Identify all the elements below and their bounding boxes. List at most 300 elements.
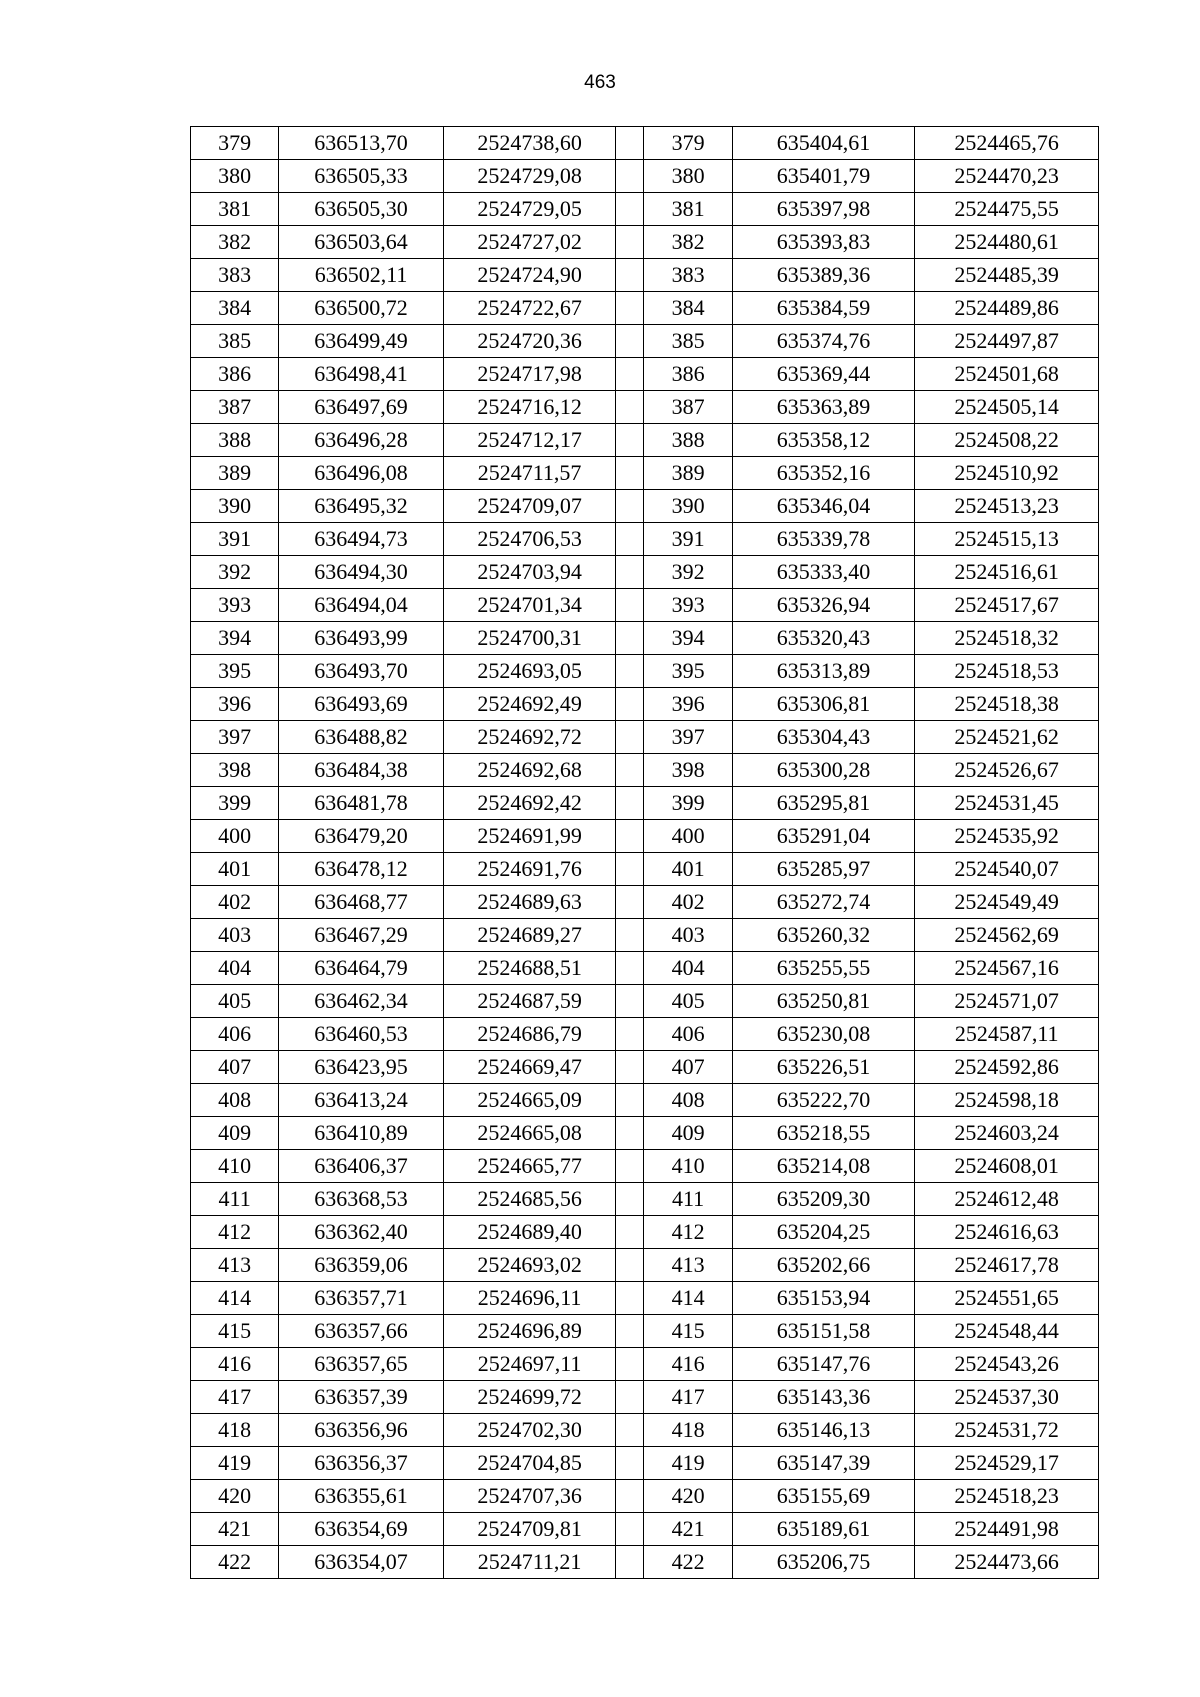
left-y-coordinate-cell: 2524704,85 bbox=[443, 1447, 616, 1480]
left-x-coordinate-cell: 636513,70 bbox=[279, 127, 444, 160]
right-x-coordinate-cell: 635333,40 bbox=[732, 556, 915, 589]
separator-cell bbox=[616, 490, 644, 523]
table-row bbox=[191, 1546, 1099, 1579]
right-x-coordinate-cell: 635320,43 bbox=[732, 622, 915, 655]
left-x-coordinate-cell: 636462,34 bbox=[279, 985, 444, 1018]
separator-cell bbox=[616, 457, 644, 490]
right-point-number-cell: 409 bbox=[644, 1117, 732, 1150]
right-y-coordinate-cell: 2524526,67 bbox=[915, 754, 1099, 787]
left-point-number-cell: 392 bbox=[191, 556, 279, 589]
left-y-coordinate-cell: 2524711,57 bbox=[443, 457, 616, 490]
left-y-coordinate-cell: 2524665,08 bbox=[443, 1117, 616, 1150]
left-x-coordinate-cell: 636505,33 bbox=[279, 160, 444, 193]
left-point-number-cell: 396 bbox=[191, 688, 279, 721]
right-y-coordinate-cell: 2524617,78 bbox=[915, 1249, 1099, 1282]
left-x-coordinate-cell: 636357,65 bbox=[279, 1348, 444, 1381]
left-x-coordinate-cell: 636368,53 bbox=[279, 1183, 444, 1216]
right-point-number-cell: 382 bbox=[644, 226, 732, 259]
left-point-number-cell: 402 bbox=[191, 886, 279, 919]
table-row bbox=[191, 1084, 1099, 1117]
right-point-number-cell: 380 bbox=[644, 160, 732, 193]
table-row bbox=[191, 1216, 1099, 1249]
left-x-coordinate-cell: 636356,37 bbox=[279, 1447, 444, 1480]
left-x-coordinate-cell: 636354,07 bbox=[279, 1546, 444, 1579]
left-x-coordinate-cell: 636467,29 bbox=[279, 919, 444, 952]
right-y-coordinate-cell: 2524598,18 bbox=[915, 1084, 1099, 1117]
left-x-coordinate-cell: 636362,40 bbox=[279, 1216, 444, 1249]
coordinates-table bbox=[190, 126, 1099, 1579]
right-x-coordinate-cell: 635369,44 bbox=[732, 358, 915, 391]
right-y-coordinate-cell: 2524616,63 bbox=[915, 1216, 1099, 1249]
separator-cell bbox=[616, 952, 644, 985]
left-y-coordinate-cell: 2524696,89 bbox=[443, 1315, 616, 1348]
right-y-coordinate-cell: 2524516,61 bbox=[915, 556, 1099, 589]
left-y-coordinate-cell: 2524711,21 bbox=[443, 1546, 616, 1579]
left-y-coordinate-cell: 2524692,72 bbox=[443, 721, 616, 754]
right-x-coordinate-cell: 635339,78 bbox=[732, 523, 915, 556]
right-point-number-cell: 396 bbox=[644, 688, 732, 721]
left-y-coordinate-cell: 2524689,40 bbox=[443, 1216, 616, 1249]
right-point-number-cell: 388 bbox=[644, 424, 732, 457]
separator-cell bbox=[616, 589, 644, 622]
left-y-coordinate-cell: 2524687,59 bbox=[443, 985, 616, 1018]
right-y-coordinate-cell: 2524518,38 bbox=[915, 688, 1099, 721]
right-x-coordinate-cell: 635272,74 bbox=[732, 886, 915, 919]
table-row bbox=[191, 259, 1099, 292]
left-y-coordinate-cell: 2524722,67 bbox=[443, 292, 616, 325]
right-y-coordinate-cell: 2524529,17 bbox=[915, 1447, 1099, 1480]
left-y-coordinate-cell: 2524720,36 bbox=[443, 325, 616, 358]
left-x-coordinate-cell: 636478,12 bbox=[279, 853, 444, 886]
left-point-number-cell: 397 bbox=[191, 721, 279, 754]
right-point-number-cell: 406 bbox=[644, 1018, 732, 1051]
table-row bbox=[191, 1348, 1099, 1381]
left-y-coordinate-cell: 2524688,51 bbox=[443, 952, 616, 985]
right-x-coordinate-cell: 635374,76 bbox=[732, 325, 915, 358]
left-point-number-cell: 418 bbox=[191, 1414, 279, 1447]
left-x-coordinate-cell: 636479,20 bbox=[279, 820, 444, 853]
separator-cell bbox=[616, 1183, 644, 1216]
left-x-coordinate-cell: 636355,61 bbox=[279, 1480, 444, 1513]
right-y-coordinate-cell: 2524549,49 bbox=[915, 886, 1099, 919]
left-y-coordinate-cell: 2524665,09 bbox=[443, 1084, 616, 1117]
separator-cell bbox=[616, 1447, 644, 1480]
right-x-coordinate-cell: 635189,61 bbox=[732, 1513, 915, 1546]
right-x-coordinate-cell: 635260,32 bbox=[732, 919, 915, 952]
table-row bbox=[191, 325, 1099, 358]
table-row bbox=[191, 1018, 1099, 1051]
left-point-number-cell: 387 bbox=[191, 391, 279, 424]
separator-cell bbox=[616, 1381, 644, 1414]
right-y-coordinate-cell: 2524508,22 bbox=[915, 424, 1099, 457]
table-row bbox=[191, 556, 1099, 589]
left-y-coordinate-cell: 2524691,76 bbox=[443, 853, 616, 886]
right-point-number-cell: 391 bbox=[644, 523, 732, 556]
left-point-number-cell: 390 bbox=[191, 490, 279, 523]
table-row bbox=[191, 589, 1099, 622]
right-x-coordinate-cell: 635384,59 bbox=[732, 292, 915, 325]
page-number: 463 bbox=[584, 72, 616, 93]
left-x-coordinate-cell: 636359,06 bbox=[279, 1249, 444, 1282]
right-x-coordinate-cell: 635202,66 bbox=[732, 1249, 915, 1282]
table-row bbox=[191, 688, 1099, 721]
left-y-coordinate-cell: 2524724,90 bbox=[443, 259, 616, 292]
left-point-number-cell: 422 bbox=[191, 1546, 279, 1579]
left-x-coordinate-cell: 636496,28 bbox=[279, 424, 444, 457]
left-x-coordinate-cell: 636356,96 bbox=[279, 1414, 444, 1447]
table-row bbox=[191, 1150, 1099, 1183]
left-y-coordinate-cell: 2524703,94 bbox=[443, 556, 616, 589]
left-y-coordinate-cell: 2524702,30 bbox=[443, 1414, 616, 1447]
right-x-coordinate-cell: 635358,12 bbox=[732, 424, 915, 457]
right-point-number-cell: 401 bbox=[644, 853, 732, 886]
right-x-coordinate-cell: 635218,55 bbox=[732, 1117, 915, 1150]
left-point-number-cell: 401 bbox=[191, 853, 279, 886]
left-x-coordinate-cell: 636481,78 bbox=[279, 787, 444, 820]
table-row bbox=[191, 1249, 1099, 1282]
right-x-coordinate-cell: 635393,83 bbox=[732, 226, 915, 259]
separator-cell bbox=[616, 193, 644, 226]
separator-cell bbox=[616, 1414, 644, 1447]
right-x-coordinate-cell: 635153,94 bbox=[732, 1282, 915, 1315]
right-y-coordinate-cell: 2524587,11 bbox=[915, 1018, 1099, 1051]
left-y-coordinate-cell: 2524716,12 bbox=[443, 391, 616, 424]
right-y-coordinate-cell: 2524551,65 bbox=[915, 1282, 1099, 1315]
left-x-coordinate-cell: 636493,99 bbox=[279, 622, 444, 655]
left-point-number-cell: 414 bbox=[191, 1282, 279, 1315]
right-y-coordinate-cell: 2524497,87 bbox=[915, 325, 1099, 358]
left-point-number-cell: 415 bbox=[191, 1315, 279, 1348]
left-point-number-cell: 398 bbox=[191, 754, 279, 787]
left-y-coordinate-cell: 2524729,05 bbox=[443, 193, 616, 226]
separator-cell bbox=[616, 523, 644, 556]
left-y-coordinate-cell: 2524689,63 bbox=[443, 886, 616, 919]
right-point-number-cell: 405 bbox=[644, 985, 732, 1018]
left-x-coordinate-cell: 636484,38 bbox=[279, 754, 444, 787]
left-x-coordinate-cell: 636494,30 bbox=[279, 556, 444, 589]
left-x-coordinate-cell: 636464,79 bbox=[279, 952, 444, 985]
left-point-number-cell: 399 bbox=[191, 787, 279, 820]
table-row bbox=[191, 721, 1099, 754]
left-point-number-cell: 416 bbox=[191, 1348, 279, 1381]
table-row bbox=[191, 754, 1099, 787]
right-x-coordinate-cell: 635291,04 bbox=[732, 820, 915, 853]
left-y-coordinate-cell: 2524685,56 bbox=[443, 1183, 616, 1216]
right-y-coordinate-cell: 2524513,23 bbox=[915, 490, 1099, 523]
left-y-coordinate-cell: 2524727,02 bbox=[443, 226, 616, 259]
right-y-coordinate-cell: 2524592,86 bbox=[915, 1051, 1099, 1084]
left-point-number-cell: 381 bbox=[191, 193, 279, 226]
right-y-coordinate-cell: 2524521,62 bbox=[915, 721, 1099, 754]
table-row bbox=[191, 787, 1099, 820]
right-y-coordinate-cell: 2524537,30 bbox=[915, 1381, 1099, 1414]
right-point-number-cell: 416 bbox=[644, 1348, 732, 1381]
separator-cell bbox=[616, 160, 644, 193]
table-row bbox=[191, 1447, 1099, 1480]
separator-cell bbox=[616, 1513, 644, 1546]
left-x-coordinate-cell: 636406,37 bbox=[279, 1150, 444, 1183]
left-x-coordinate-cell: 636357,66 bbox=[279, 1315, 444, 1348]
left-point-number-cell: 404 bbox=[191, 952, 279, 985]
right-y-coordinate-cell: 2524491,98 bbox=[915, 1513, 1099, 1546]
left-y-coordinate-cell: 2524707,36 bbox=[443, 1480, 616, 1513]
right-point-number-cell: 387 bbox=[644, 391, 732, 424]
separator-cell bbox=[616, 853, 644, 886]
left-point-number-cell: 388 bbox=[191, 424, 279, 457]
left-y-coordinate-cell: 2524691,99 bbox=[443, 820, 616, 853]
left-point-number-cell: 389 bbox=[191, 457, 279, 490]
right-point-number-cell: 415 bbox=[644, 1315, 732, 1348]
left-point-number-cell: 400 bbox=[191, 820, 279, 853]
left-point-number-cell: 412 bbox=[191, 1216, 279, 1249]
right-y-coordinate-cell: 2524518,53 bbox=[915, 655, 1099, 688]
left-point-number-cell: 384 bbox=[191, 292, 279, 325]
right-x-coordinate-cell: 635206,75 bbox=[732, 1546, 915, 1579]
right-x-coordinate-cell: 635313,89 bbox=[732, 655, 915, 688]
right-point-number-cell: 420 bbox=[644, 1480, 732, 1513]
separator-cell bbox=[616, 259, 644, 292]
left-point-number-cell: 385 bbox=[191, 325, 279, 358]
left-y-coordinate-cell: 2524697,11 bbox=[443, 1348, 616, 1381]
right-y-coordinate-cell: 2524505,14 bbox=[915, 391, 1099, 424]
right-point-number-cell: 394 bbox=[644, 622, 732, 655]
table-row bbox=[191, 952, 1099, 985]
table-row bbox=[191, 1315, 1099, 1348]
left-y-coordinate-cell: 2524699,72 bbox=[443, 1381, 616, 1414]
right-point-number-cell: 417 bbox=[644, 1381, 732, 1414]
right-point-number-cell: 397 bbox=[644, 721, 732, 754]
right-point-number-cell: 413 bbox=[644, 1249, 732, 1282]
left-x-coordinate-cell: 636493,70 bbox=[279, 655, 444, 688]
right-point-number-cell: 407 bbox=[644, 1051, 732, 1084]
right-x-coordinate-cell: 635222,70 bbox=[732, 1084, 915, 1117]
separator-cell bbox=[616, 556, 644, 589]
right-y-coordinate-cell: 2524531,72 bbox=[915, 1414, 1099, 1447]
right-x-coordinate-cell: 635255,55 bbox=[732, 952, 915, 985]
left-point-number-cell: 421 bbox=[191, 1513, 279, 1546]
left-x-coordinate-cell: 636423,95 bbox=[279, 1051, 444, 1084]
right-y-coordinate-cell: 2524470,23 bbox=[915, 160, 1099, 193]
right-y-coordinate-cell: 2524612,48 bbox=[915, 1183, 1099, 1216]
right-point-number-cell: 381 bbox=[644, 193, 732, 226]
left-y-coordinate-cell: 2524717,98 bbox=[443, 358, 616, 391]
left-x-coordinate-cell: 636460,53 bbox=[279, 1018, 444, 1051]
right-point-number-cell: 383 bbox=[644, 259, 732, 292]
left-point-number-cell: 394 bbox=[191, 622, 279, 655]
table-row bbox=[191, 127, 1099, 160]
right-y-coordinate-cell: 2524510,92 bbox=[915, 457, 1099, 490]
separator-cell bbox=[616, 886, 644, 919]
separator-cell bbox=[616, 622, 644, 655]
right-y-coordinate-cell: 2524515,13 bbox=[915, 523, 1099, 556]
right-x-coordinate-cell: 635230,08 bbox=[732, 1018, 915, 1051]
left-point-number-cell: 407 bbox=[191, 1051, 279, 1084]
left-point-number-cell: 417 bbox=[191, 1381, 279, 1414]
separator-cell bbox=[616, 1018, 644, 1051]
left-x-coordinate-cell: 636499,49 bbox=[279, 325, 444, 358]
table-row bbox=[191, 985, 1099, 1018]
table-row bbox=[191, 1282, 1099, 1315]
separator-cell bbox=[616, 1084, 644, 1117]
separator-cell bbox=[616, 1150, 644, 1183]
right-point-number-cell: 419 bbox=[644, 1447, 732, 1480]
table-row bbox=[191, 1513, 1099, 1546]
left-y-coordinate-cell: 2524706,53 bbox=[443, 523, 616, 556]
left-x-coordinate-cell: 636357,39 bbox=[279, 1381, 444, 1414]
left-point-number-cell: 411 bbox=[191, 1183, 279, 1216]
right-point-number-cell: 392 bbox=[644, 556, 732, 589]
left-point-number-cell: 409 bbox=[191, 1117, 279, 1150]
left-x-coordinate-cell: 636494,73 bbox=[279, 523, 444, 556]
left-y-coordinate-cell: 2524700,31 bbox=[443, 622, 616, 655]
separator-cell bbox=[616, 325, 644, 358]
left-x-coordinate-cell: 636502,11 bbox=[279, 259, 444, 292]
left-point-number-cell: 380 bbox=[191, 160, 279, 193]
left-point-number-cell: 408 bbox=[191, 1084, 279, 1117]
right-y-coordinate-cell: 2524531,45 bbox=[915, 787, 1099, 820]
table-row bbox=[191, 1480, 1099, 1513]
left-x-coordinate-cell: 636357,71 bbox=[279, 1282, 444, 1315]
right-point-number-cell: 404 bbox=[644, 952, 732, 985]
separator-cell bbox=[616, 688, 644, 721]
right-point-number-cell: 418 bbox=[644, 1414, 732, 1447]
right-y-coordinate-cell: 2524518,23 bbox=[915, 1480, 1099, 1513]
right-point-number-cell: 402 bbox=[644, 886, 732, 919]
right-y-coordinate-cell: 2524480,61 bbox=[915, 226, 1099, 259]
right-y-coordinate-cell: 2524518,32 bbox=[915, 622, 1099, 655]
table-row bbox=[191, 1117, 1099, 1150]
separator-cell bbox=[616, 1216, 644, 1249]
left-point-number-cell: 420 bbox=[191, 1480, 279, 1513]
separator-cell bbox=[616, 358, 644, 391]
separator-cell bbox=[616, 919, 644, 952]
table-row bbox=[191, 1051, 1099, 1084]
right-x-coordinate-cell: 635151,58 bbox=[732, 1315, 915, 1348]
right-y-coordinate-cell: 2524475,55 bbox=[915, 193, 1099, 226]
right-point-number-cell: 410 bbox=[644, 1150, 732, 1183]
separator-cell bbox=[616, 1117, 644, 1150]
right-point-number-cell: 379 bbox=[644, 127, 732, 160]
table-row bbox=[191, 886, 1099, 919]
separator-cell bbox=[616, 1282, 644, 1315]
left-point-number-cell: 405 bbox=[191, 985, 279, 1018]
left-y-coordinate-cell: 2524692,68 bbox=[443, 754, 616, 787]
left-x-coordinate-cell: 636493,69 bbox=[279, 688, 444, 721]
right-point-number-cell: 395 bbox=[644, 655, 732, 688]
left-x-coordinate-cell: 636496,08 bbox=[279, 457, 444, 490]
table-row bbox=[191, 391, 1099, 424]
right-point-number-cell: 422 bbox=[644, 1546, 732, 1579]
separator-cell bbox=[616, 391, 644, 424]
right-y-coordinate-cell: 2524540,07 bbox=[915, 853, 1099, 886]
left-y-coordinate-cell: 2524709,07 bbox=[443, 490, 616, 523]
right-y-coordinate-cell: 2524501,68 bbox=[915, 358, 1099, 391]
right-x-coordinate-cell: 635214,08 bbox=[732, 1150, 915, 1183]
right-x-coordinate-cell: 635326,94 bbox=[732, 589, 915, 622]
separator-cell bbox=[616, 655, 644, 688]
table-row bbox=[191, 820, 1099, 853]
left-x-coordinate-cell: 636468,77 bbox=[279, 886, 444, 919]
left-point-number-cell: 386 bbox=[191, 358, 279, 391]
table-row bbox=[191, 1381, 1099, 1414]
left-y-coordinate-cell: 2524686,79 bbox=[443, 1018, 616, 1051]
right-x-coordinate-cell: 635295,81 bbox=[732, 787, 915, 820]
right-point-number-cell: 414 bbox=[644, 1282, 732, 1315]
right-x-coordinate-cell: 635143,36 bbox=[732, 1381, 915, 1414]
right-x-coordinate-cell: 635285,97 bbox=[732, 853, 915, 886]
right-x-coordinate-cell: 635401,79 bbox=[732, 160, 915, 193]
right-x-coordinate-cell: 635155,69 bbox=[732, 1480, 915, 1513]
left-point-number-cell: 383 bbox=[191, 259, 279, 292]
table-row bbox=[191, 919, 1099, 952]
table-row bbox=[191, 853, 1099, 886]
right-x-coordinate-cell: 635146,13 bbox=[732, 1414, 915, 1447]
right-point-number-cell: 386 bbox=[644, 358, 732, 391]
right-point-number-cell: 411 bbox=[644, 1183, 732, 1216]
left-y-coordinate-cell: 2524701,34 bbox=[443, 589, 616, 622]
right-x-coordinate-cell: 635389,36 bbox=[732, 259, 915, 292]
right-x-coordinate-cell: 635397,98 bbox=[732, 193, 915, 226]
left-y-coordinate-cell: 2524689,27 bbox=[443, 919, 616, 952]
left-y-coordinate-cell: 2524696,11 bbox=[443, 1282, 616, 1315]
separator-cell bbox=[616, 1315, 644, 1348]
right-x-coordinate-cell: 635404,61 bbox=[732, 127, 915, 160]
right-x-coordinate-cell: 635147,39 bbox=[732, 1447, 915, 1480]
separator-cell bbox=[616, 985, 644, 1018]
left-y-coordinate-cell: 2524693,02 bbox=[443, 1249, 616, 1282]
left-point-number-cell: 410 bbox=[191, 1150, 279, 1183]
left-point-number-cell: 391 bbox=[191, 523, 279, 556]
right-x-coordinate-cell: 635352,16 bbox=[732, 457, 915, 490]
right-x-coordinate-cell: 635304,43 bbox=[732, 721, 915, 754]
right-point-number-cell: 399 bbox=[644, 787, 732, 820]
separator-cell bbox=[616, 1348, 644, 1381]
table-row bbox=[191, 226, 1099, 259]
table-row bbox=[191, 523, 1099, 556]
left-y-coordinate-cell: 2524709,81 bbox=[443, 1513, 616, 1546]
left-y-coordinate-cell: 2524692,49 bbox=[443, 688, 616, 721]
separator-cell bbox=[616, 1480, 644, 1513]
right-y-coordinate-cell: 2524543,26 bbox=[915, 1348, 1099, 1381]
right-y-coordinate-cell: 2524603,24 bbox=[915, 1117, 1099, 1150]
left-x-coordinate-cell: 636410,89 bbox=[279, 1117, 444, 1150]
table-row bbox=[191, 358, 1099, 391]
right-y-coordinate-cell: 2524608,01 bbox=[915, 1150, 1099, 1183]
right-y-coordinate-cell: 2524567,16 bbox=[915, 952, 1099, 985]
table-row bbox=[191, 1414, 1099, 1447]
right-y-coordinate-cell: 2524489,86 bbox=[915, 292, 1099, 325]
right-x-coordinate-cell: 635346,04 bbox=[732, 490, 915, 523]
right-y-coordinate-cell: 2524517,67 bbox=[915, 589, 1099, 622]
table-row bbox=[191, 490, 1099, 523]
right-x-coordinate-cell: 635147,76 bbox=[732, 1348, 915, 1381]
table-row bbox=[191, 424, 1099, 457]
right-x-coordinate-cell: 635306,81 bbox=[732, 688, 915, 721]
right-point-number-cell: 408 bbox=[644, 1084, 732, 1117]
separator-cell bbox=[616, 226, 644, 259]
right-point-number-cell: 400 bbox=[644, 820, 732, 853]
right-y-coordinate-cell: 2524473,66 bbox=[915, 1546, 1099, 1579]
separator-cell bbox=[616, 754, 644, 787]
separator-cell bbox=[616, 1546, 644, 1579]
left-y-coordinate-cell: 2524729,08 bbox=[443, 160, 616, 193]
left-point-number-cell: 413 bbox=[191, 1249, 279, 1282]
left-y-coordinate-cell: 2524712,17 bbox=[443, 424, 616, 457]
left-point-number-cell: 382 bbox=[191, 226, 279, 259]
separator-cell bbox=[616, 127, 644, 160]
table-row bbox=[191, 292, 1099, 325]
left-y-coordinate-cell: 2524692,42 bbox=[443, 787, 616, 820]
